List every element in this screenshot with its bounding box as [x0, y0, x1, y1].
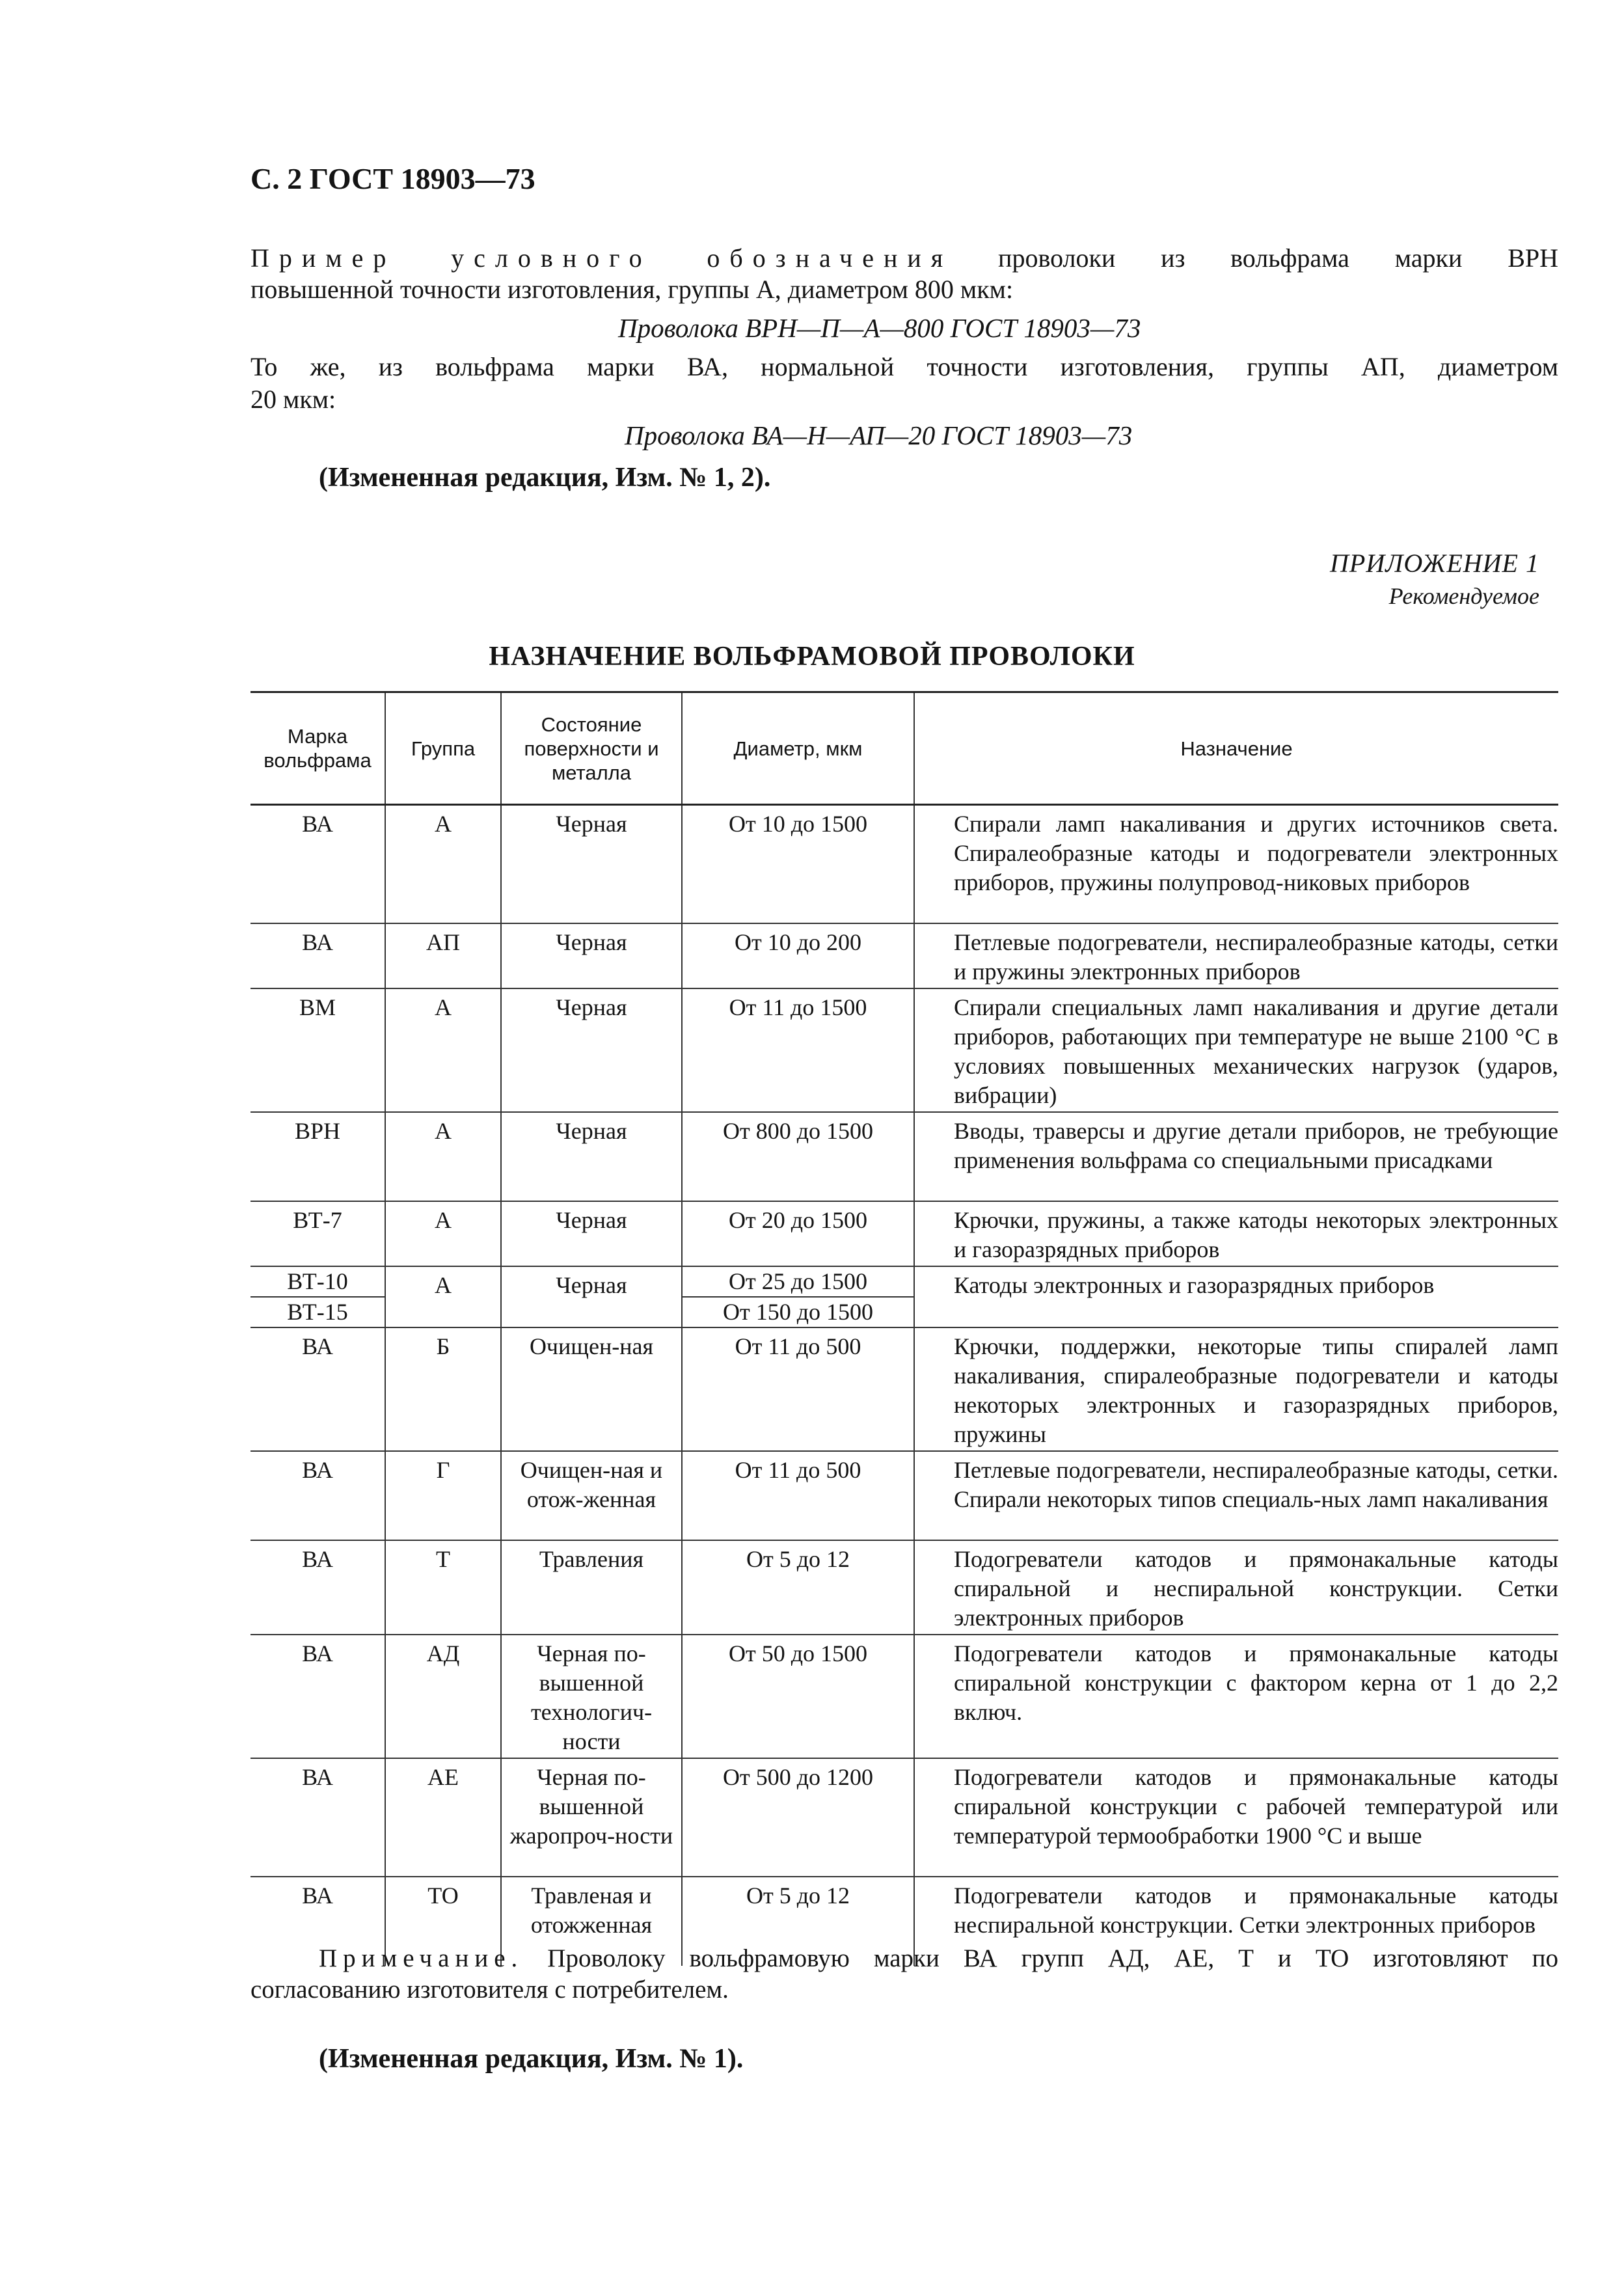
header-group: Группа — [385, 692, 501, 805]
cell-purpose: Петлевые подогреватели, неспиралеобразные катоды, сетки. Спирали некоторых типов специаль-ных ламп накаливания — [914, 1451, 1558, 1540]
table-row — [250, 923, 1558, 988]
tungsten-wire-purpose-table — [250, 691, 1558, 1966]
cell-surface: Черная — [501, 1201, 682, 1266]
cell-purpose: Подогреватели катодов и прямонакальные катоды неспиральной конструкции. Сетки электронных приборов — [954, 1882, 1558, 1938]
appendix-label: ПРИЛОЖЕНИЕ 1 — [1330, 549, 1539, 578]
example-paragraph-line1 — [250, 243, 1558, 274]
cell-surface: Очищен-ная — [501, 1327, 682, 1451]
cell-grade-second: ВТ-15 — [250, 1296, 385, 1327]
cell-diameter: От 20 до 1500 — [682, 1201, 914, 1266]
table-row — [250, 1112, 1558, 1201]
cell-surface: Черная — [501, 988, 682, 1112]
table-row — [250, 805, 1558, 923]
appendix-status: Рекомендуемое — [1388, 583, 1539, 609]
cell-group: А — [385, 1112, 501, 1201]
edition-note-top: (Измененная редакция, Изм. № 1, 2). — [319, 463, 771, 493]
cell-grade — [250, 1266, 385, 1327]
cell-grade: ВРН — [250, 1112, 385, 1201]
table-row — [250, 1266, 1558, 1327]
note-line1-rest: Проволоку вольфрамовую марки ВА групп АД, АЕ, Т и ТО изготовляют по — [547, 1944, 1559, 1972]
cell-group: Б — [385, 1327, 501, 1451]
cell-surface: Травления — [501, 1540, 682, 1635]
example-lead: Пример условного обозначения — [250, 243, 953, 273]
cell-diameter: От 10 до 1500 — [682, 805, 914, 923]
cell-group: Г — [385, 1451, 501, 1540]
cell-group: АД — [385, 1635, 501, 1758]
cell-purpose: Крючки, пружины, а также катоды некоторых электронных и газоразрядных приборов — [914, 1201, 1558, 1266]
example-paragraph-line2: повышенной точности изготовления, группы А, диаметром 800 мкм: — [250, 275, 1014, 304]
note-lead: Примечание. — [319, 1944, 524, 1972]
cell-diameter: От 11 до 500 — [682, 1451, 914, 1540]
table-row — [250, 1758, 1558, 1877]
cell-purpose: Подогреватели катодов и прямонакальные катоды спиральной конструкции с фактором керна от 1 до 2,2 включ. — [914, 1635, 1558, 1758]
cell-purpose: Петлевые подогреватели, неспиралеобразные катоды, сетки и пружины электронных приборов — [914, 923, 1558, 988]
table-row — [250, 988, 1558, 1112]
cell-surface: Черная по-вышенной технологич-ности — [501, 1635, 682, 1758]
note-line1 — [319, 1944, 1558, 1974]
cell-grade-first: ВТ-10 — [287, 1268, 348, 1294]
cell-group: А — [385, 805, 501, 923]
cell-group: АЕ — [385, 1758, 501, 1877]
cell-group: А — [385, 1266, 501, 1327]
cell-purpose: Спирали ламп накаливания и других источников света. Спиралеобразные катоды и подогреватели электронных приборов, пружины полупровод-никовых приборов — [914, 805, 1558, 923]
cell-grade: ВА — [250, 1758, 385, 1877]
table-row — [250, 1540, 1558, 1635]
cell-surface: Очищен-ная и отож-женная — [501, 1451, 682, 1540]
cell-grade: ВА — [250, 1877, 385, 1966]
cell-purpose: Подогреватели катодов и прямонакальные катоды спиральной конструкции с рабочей температурой или температурой термообработки 1900 °С и выше — [914, 1758, 1558, 1877]
cell-diameter: От 11 до 1500 — [682, 988, 914, 1112]
cell-group: АП — [385, 923, 501, 988]
cell-surface: Черная по-вышенной жаропроч-ности — [501, 1758, 682, 1877]
header-purpose: Назначение — [914, 692, 1558, 805]
cell-diameter-first: От 25 до 1500 — [728, 1268, 868, 1294]
cell-grade: ВА — [250, 1327, 385, 1451]
cell-purpose: Крючки, поддержки, некоторые типы спиралей ламп накаливания, спиралеобразные подогреватели и катоды некоторых электронных и газоразрядных приборов, пружины — [914, 1327, 1558, 1451]
cell-surface: Черная — [501, 1112, 682, 1201]
cell-group: А — [385, 1201, 501, 1266]
cell-diameter: От 5 до 12 — [682, 1877, 914, 1966]
table-row — [250, 1201, 1558, 1266]
cell-surface: Черная — [501, 923, 682, 988]
header-grade: Марка вольфрама — [250, 692, 385, 805]
cell-surface: Черная — [501, 805, 682, 923]
page-header: С. 2 ГОСТ 18903—73 — [250, 162, 535, 195]
cell-diameter — [682, 1266, 914, 1327]
cell-diameter: От 500 до 1200 — [682, 1758, 914, 1877]
designation-example-2: Проволока ВА—Н—АП—20 ГОСТ 18903—73 — [625, 420, 1133, 450]
cell-purpose: Вводы, траверсы и другие детали приборов, не требующие применения вольфрама со специальными присадками — [914, 1112, 1558, 1201]
example-line1-rest: проволоки из вольфрама марки ВРН — [998, 243, 1559, 273]
cell-diameter: От 10 до 200 — [682, 923, 914, 988]
table-header-row — [250, 692, 1558, 805]
cell-grade: ВА — [250, 923, 385, 988]
cell-diameter: От 11 до 500 — [682, 1327, 914, 1451]
appendix-label-block — [1330, 548, 1539, 610]
cell-grade: ВА — [250, 805, 385, 923]
cell-purpose: Подогреватели катодов и прямонакальные катоды спиральной и неспиральной конструкции. Сетки электронных приборов — [914, 1540, 1558, 1635]
header-diameter: Диаметр, мкм — [682, 692, 914, 805]
header-surface: Состояние поверхности и металла — [501, 692, 682, 805]
table-row — [250, 1451, 1558, 1540]
cell-diameter: От 5 до 12 — [682, 1540, 914, 1635]
cell-diameter-second: От 150 до 1500 — [683, 1296, 914, 1327]
note-line2: согласованию изготовителя с потребителем. — [250, 1976, 729, 2004]
cell-diameter: От 800 до 1500 — [682, 1112, 914, 1201]
cell-group: А — [385, 988, 501, 1112]
cell-group: Т — [385, 1540, 501, 1635]
table-row — [250, 1635, 1558, 1758]
cell-group: ТО — [385, 1877, 501, 1966]
cell-grade: ВТ-7 — [250, 1201, 385, 1266]
cell-grade: ВМ — [250, 988, 385, 1112]
cell-surface: Черная — [501, 1266, 682, 1327]
example-paragraph-line4: 20 мкм: — [250, 385, 336, 414]
appendix-title: НАЗНАЧЕНИЕ ВОЛЬФРАМОВОЙ ПРОВОЛОКИ — [489, 642, 1135, 672]
cell-surface: Травленая и отожженная — [501, 1877, 682, 1966]
cell-grade: ВА — [250, 1540, 385, 1635]
cell-grade: ВА — [250, 1451, 385, 1540]
table-row — [250, 1327, 1558, 1451]
edition-note-bottom: (Измененная редакция, Изм. № 1). — [319, 2044, 744, 2074]
designation-example-1: Проволока ВРН—П—А—800 ГОСТ 18903—73 — [618, 313, 1141, 343]
cell-diameter: От 50 до 1500 — [682, 1635, 914, 1758]
cell-grade: ВА — [250, 1635, 385, 1758]
example-paragraph-line3: То же, из вольфрама марки ВА, нормальной точности изготовления, группы АП, диаметром — [250, 352, 1558, 381]
cell-purpose: Спирали специальных ламп накаливания и другие детали приборов, работающих при температуре не выше 2100 °С в условиях повышенных механических нагрузок (ударов, вибрации) — [914, 988, 1558, 1112]
cell-purpose: Катоды электронных и газоразрядных приборов — [914, 1266, 1558, 1327]
